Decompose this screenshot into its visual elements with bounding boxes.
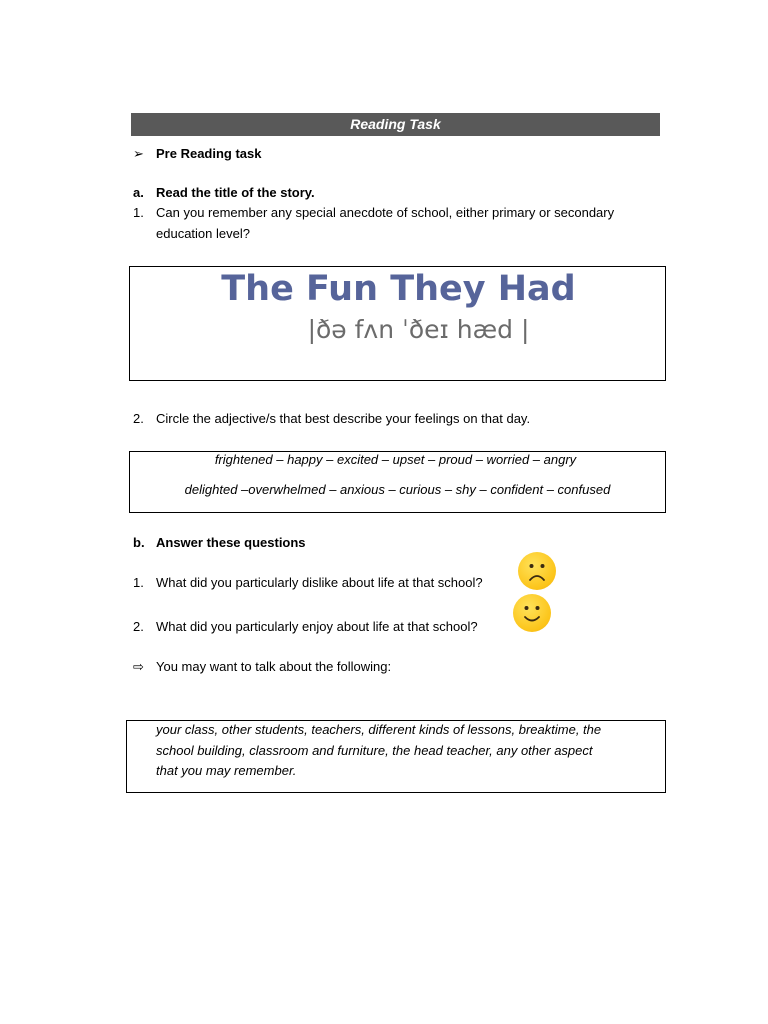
question-b1-text: What did you particularly dislike about life at that school? (156, 575, 483, 590)
sad-face-icon (518, 552, 556, 590)
question-1-text-line1: Can you remember any special anecdote of school, either primary or secondary (156, 205, 615, 220)
section-a-marker: a. (133, 185, 144, 200)
pre-reading-label: Pre Reading task (156, 146, 262, 161)
story-title-phonetic: |ðə fʌn ˈðeɪ hæd | (307, 315, 530, 344)
right-arrow-icon: ⇨ (133, 659, 144, 674)
adjectives-box (129, 451, 666, 513)
topics-text (156, 720, 656, 782)
question-b2-text: What did you particularly enjoy about life at that school? (156, 619, 478, 634)
question-b2-number: 2. (133, 619, 144, 634)
question-2-number: 2. (133, 411, 144, 426)
reading-task-header: Reading Task (131, 113, 660, 136)
happy-face-icon (513, 594, 551, 632)
question-1-number: 1. (133, 205, 144, 220)
adjectives-line-1: frightened – happy – excited – upset – proud – worried – angry (214, 452, 577, 467)
section-b-marker: b. (133, 535, 145, 550)
question-b1-number: 1. (133, 575, 144, 590)
story-title-box (129, 266, 666, 381)
topics-line-2: school building, classroom and furniture, the head teacher, any other aspect (156, 742, 593, 758)
hint-text: You may want to talk about the following: (156, 659, 392, 674)
topics-box (126, 720, 666, 793)
topics-line-3: that you may remember. (156, 763, 297, 778)
question-1-text-line2: education level? (156, 226, 250, 241)
section-b-heading: Answer these questions (156, 535, 306, 550)
section-a-heading: Read the title of the story. (156, 185, 315, 200)
adjectives-line-2: delighted –overwhelmed – anxious – curious – shy – confident – confused (184, 482, 611, 497)
question-2-text: Circle the adjective/s that best describe your feelings on that day. (156, 411, 531, 426)
story-title: The Fun They Had (221, 269, 576, 309)
topics-line-1: your class, other students, teachers, different kinds of lessons, breaktime, the (156, 722, 602, 737)
arrowhead-bullet-icon: ➢ (133, 146, 144, 161)
